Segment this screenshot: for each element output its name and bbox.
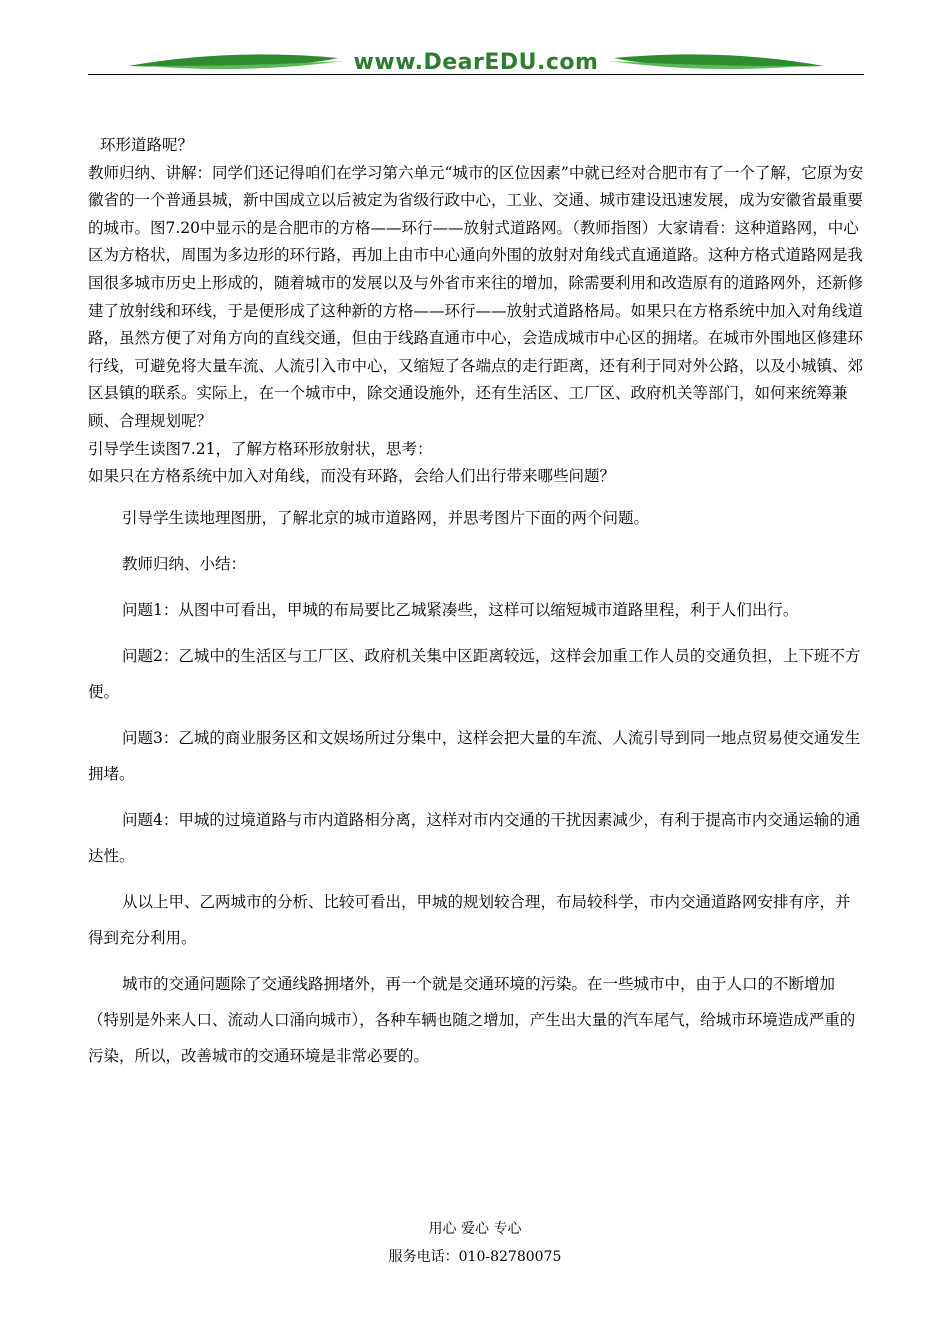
paragraph: 问题2：乙城中的生活区与工厂区、政府机关集中区距离较远，这样会加重工作人员的交通负担，上下班不方便。	[88, 646, 861, 701]
paragraph: 引导学生读地理图册，了解北京的城市道路网，并思考图片下面的两个问题。	[122, 508, 650, 527]
footer-slogan: 用心 爱心 专心	[428, 1221, 522, 1237]
dense-section	[88, 132, 864, 491]
paragraph: 问题1：从图中可看出，甲城的布局要比乙城紧凑些，这样可以缩短城市道路里程，利于人们出行。	[122, 600, 799, 619]
site-url[interactable]: www.DearEDU.com	[353, 50, 599, 75]
document-body	[88, 132, 864, 1074]
paragraph: 问题4：甲城的过境道路与市内道路相分离，这样对市内交通的干扰因素减少，有利于提高市内交通运输的通达性。	[88, 810, 861, 865]
paragraph: 教师归纳、讲解：同学们还记得咱们在学习第六单元“城市的区位因素”中就已经对合肥市有了一个了解，它原为安徽省的一个普通县城，新中国成立以后被定为省级行政中心，工业、交通、城市建设迅速发展，成为安徽省最重要的城市。图7.20中显示的是合肥市的方格——环行——放射式道路网。（教师指图）大家请看：这种道路网，中心区为方格状，周围为多边形的环行路，再加上由市中心通向外围的放射对角线式直通道路。这种方格式道路网是我国很多城市历史上形成的，随着城市的发展以及与外省市来往的增加，除需要利用和改造原有的道路网外，还新修建了放射线和环线，于是便形成了这种新的方格——环行——放射式道路格局。如果只在方格系统中加入对角线道路，虽然方便了对角方向的直线交通，但由于线路直通市中心，会造成城市中心区的拥堵。在城市外围地区修建环行线，可避免将大量车流、人流引入市中心，又缩短了各端点的走行距离，还有利于同对外公路，以及小城镇、郊区县镇的联系。实际上，在一个城市中，除交通设施外，还有生活区、工厂区、政府机关等部门，如何来统筹兼顾、合理规划呢？	[88, 163, 864, 430]
paragraph: 问题3：乙城的商业服务区和文娱场所过分集中，这样会把大量的车流、人流引导到同一地点贸易使交通发生拥堵。	[88, 728, 861, 783]
paragraph: 如果只在方格系统中加入对角线，而没有环路，会给人们出行带来哪些问题？	[88, 467, 616, 486]
header-rule	[88, 74, 864, 75]
top-line: 环形道路呢？	[100, 136, 194, 154]
paragraph: 从以上甲、乙两城市的分析、比较可看出，甲城的规划较合理，布局较科学，市内交通道路网安排有序，并得到充分利用。	[88, 892, 851, 947]
paragraph: 引导学生读图7.21，了解方格环形放射状，思考：	[88, 439, 433, 458]
site-header	[88, 44, 864, 84]
loose-section	[88, 500, 864, 1074]
footer-phone: 服务电话：010-82780075	[388, 1249, 562, 1265]
paragraph: 教师归纳、小结：	[122, 554, 247, 573]
paragraph: 城市的交通问题除了交通线路拥堵外，再一个就是交通环境的污染。在一些城市中，由于人口的不断增加（特别是外来人口、流动人口涌向城市），各种车辆也随之增加，产生出大量的汽车尾气，给城市环境造成严重的污染，所以，改善城市的交通环境是非常必要的。	[88, 974, 856, 1065]
